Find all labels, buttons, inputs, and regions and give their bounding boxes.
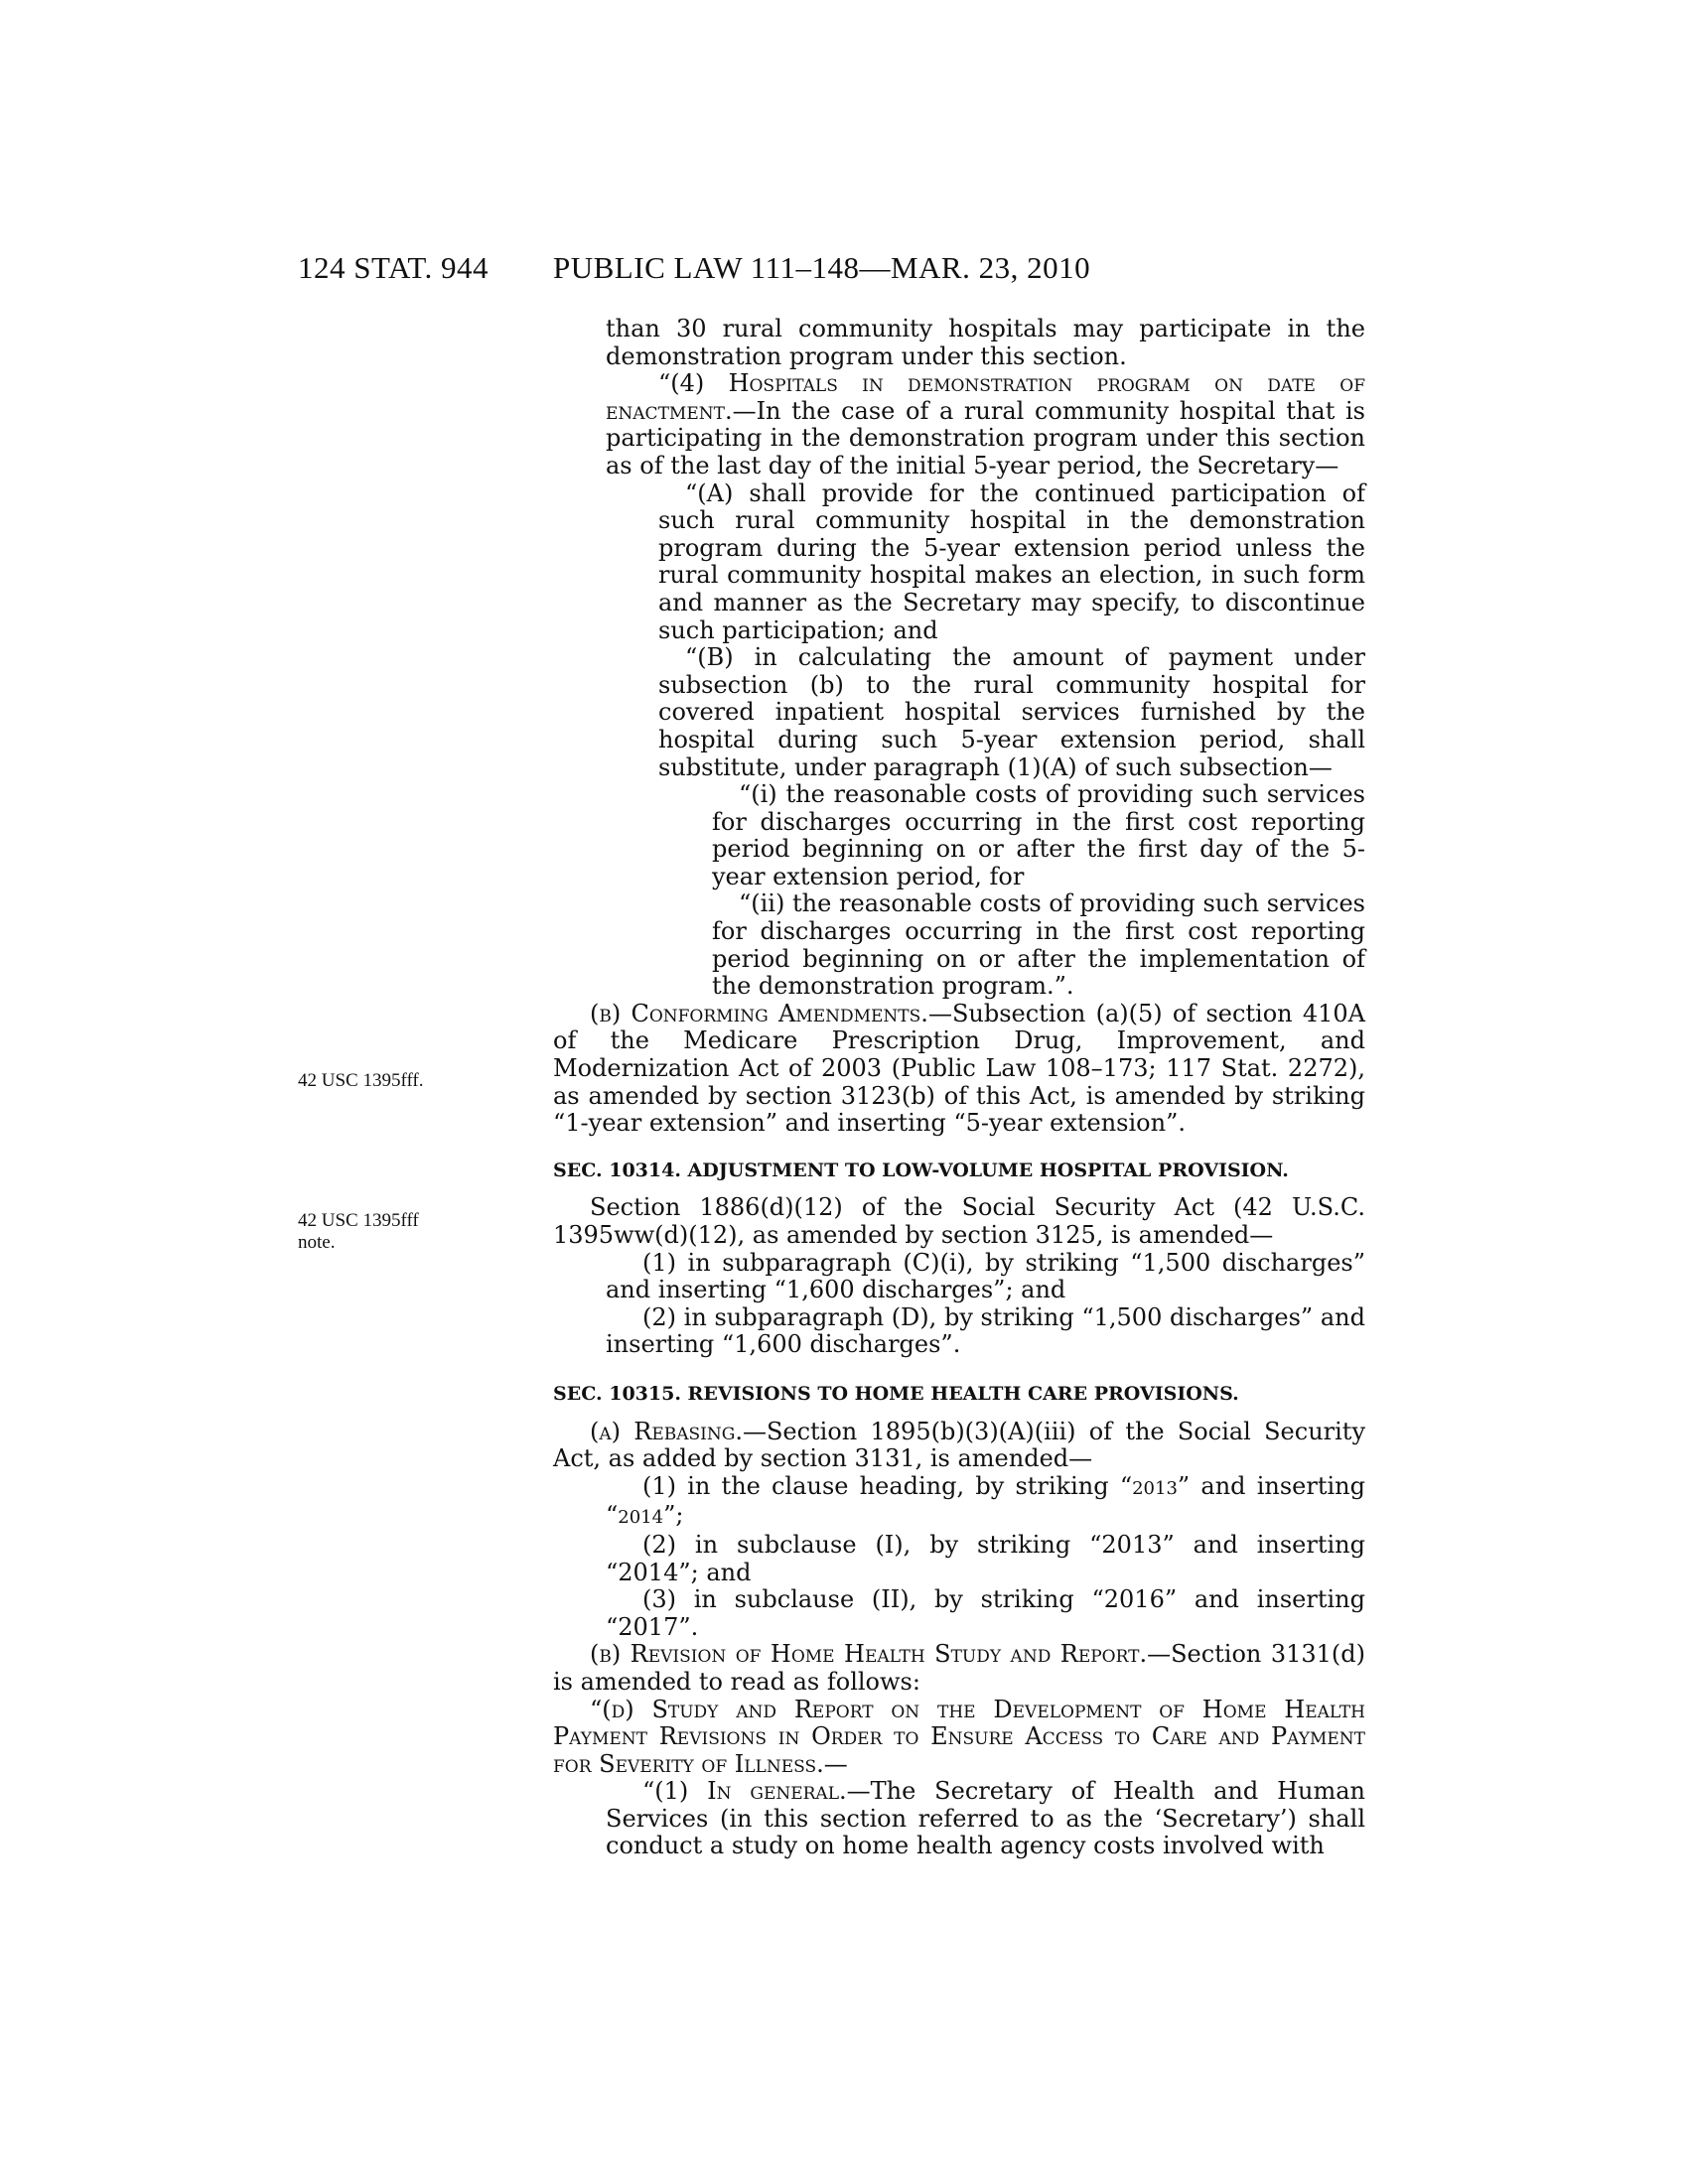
item-1-text-b: ” and inserting “ bbox=[606, 1471, 1366, 1530]
subsection-b-text: —Subsection (a)(5) of section 410A of the Medicare Prescription Drug, Improvement, and Modernization Act of 2003 (Public Law 108–173; 117 Stat. 2272), as amended by section 3123(b) of this Act, is amended by striking “1-year extension” and inserting “5-year extension”. bbox=[553, 999, 1365, 1138]
item-1-year-2014: 2014 bbox=[618, 1507, 664, 1529]
section-10314-heading: SEC. 10314. ADJUSTMENT TO LOW-VOLUME HOSPITAL PROVISION. bbox=[553, 1159, 1289, 1181]
section-10315-a-item-1 bbox=[553, 1473, 1365, 1532]
section-10314-text: Section 1886(d)(12) of the Social Security Act (42 U.S.C. 1395ww(d)(12), as amended by section 3125, is amended— bbox=[553, 1193, 1365, 1249]
margin-note-usc-2-line2: note. bbox=[298, 1232, 336, 1253]
subsection-d-paragraph-1 bbox=[553, 1778, 1365, 1860]
subsection-b-conforming bbox=[553, 1001, 1365, 1138]
subsection-d-heading: “(d) Study and Report on the Development of Home Health Payment Revisions in Order to Ensure Access to Care and Payment for Severity of Illness.— bbox=[553, 1695, 1365, 1778]
subparagraph-A: “(A) shall provide for the continued participation of such rural community hospital in the demonstration program during the 5-year extension period unless the rural community hospital makes an election, in such form and manner as the Secretary may specify, to discontinue such participation; and bbox=[658, 478, 1365, 644]
section-10314-item-1: (1) in subparagraph (C)(i), by striking “1,500 discharges” and inserting “1,600 discharges”; and bbox=[606, 1248, 1365, 1304]
paragraph-continuation: than 30 rural community hospitals may participate in the demonstration program under this section. bbox=[606, 315, 1365, 370]
section-10315-b bbox=[553, 1641, 1365, 1696]
paragraph-1-heading: “(1) In general. bbox=[642, 1777, 847, 1806]
section-10315-a-item-2: (2) in subclause (I), by striking “2013” and inserting “2014”; and bbox=[606, 1530, 1365, 1586]
item-1-text-a: (1) in the clause heading, by striking “ bbox=[642, 1471, 1133, 1500]
paragraph-4-heading: “(4) Hospitals in demonstration program on date of enactment. bbox=[606, 369, 1365, 425]
body-text bbox=[553, 316, 1365, 1860]
paragraph-1-text: —The Secretary of Health and Human Services (in this section referred to as the ‘Secretary’) shall conduct a study on home health agency costs involved with bbox=[606, 1777, 1365, 1860]
clause-i: “(i) the reasonable costs of providing such services for discharges occurring in the first cost reporting period beginning on or after the first day of the 5-year extension period, for bbox=[712, 780, 1365, 890]
section-10315-a-text: —Section 1895(b)(3)(A)(iii) of the Social Security Act, as added by section 3131, is amended— bbox=[553, 1417, 1365, 1473]
margin-note-usc-1: 42 USC 1395fff. bbox=[298, 1070, 424, 1091]
item-1-text-c: ”; bbox=[663, 1501, 684, 1530]
section-10315-a-heading: (a) Rebasing. bbox=[590, 1417, 743, 1445]
paragraph-4-text: —In the case of a rural community hospital that is participating in the demonstration program under this section as of the last day of the initial 5-year period, the Secretary— bbox=[606, 396, 1365, 479]
section-10315-b-heading: (b) Revision of Home Health Study and Report. bbox=[590, 1640, 1148, 1669]
item-1-year-2013: 2013 bbox=[1132, 1477, 1178, 1499]
subsection-b-heading: (b) Conforming Amendments. bbox=[590, 999, 928, 1027]
margin-note-usc-2-line1: 42 USC 1395fff bbox=[298, 1210, 419, 1231]
section-10314-item-2: (2) in subparagraph (D), by striking “1,500 discharges” and inserting “1,600 discharges”. bbox=[606, 1302, 1365, 1359]
clause-ii: “(ii) the reasonable costs of providing such services for discharges occurring in the first cost reporting period beginning on or after the implementation of the demonstration program.”. bbox=[712, 889, 1365, 1001]
section-10315-heading: SEC. 10315. REVISIONS TO HOME HEALTH CARE PROVISIONS. bbox=[553, 1382, 1239, 1405]
stat-page-number: 124 STAT. 944 bbox=[298, 250, 490, 285]
section-10315-a-item-3: (3) in subclause (II), by striking “2016” and inserting “2017”. bbox=[606, 1585, 1365, 1641]
margin-note-usc-2 bbox=[298, 1210, 477, 1254]
section-10315-a bbox=[553, 1419, 1365, 1473]
running-header-title: PUBLIC LAW 111–148—MAR. 23, 2010 bbox=[553, 250, 1091, 285]
subparagraph-B: “(B) in calculating the amount of payment under subsection (b) to the rural community hospital for covered inpatient hospital services furnished by the hospital during such 5-year extension period, shall substitute, under paragraph (1)(A) of such subsection— bbox=[658, 643, 1365, 781]
paragraph-4 bbox=[553, 370, 1365, 479]
section-10315-b-text: —Section 3131(d) is amended to read as follows: bbox=[553, 1640, 1365, 1696]
